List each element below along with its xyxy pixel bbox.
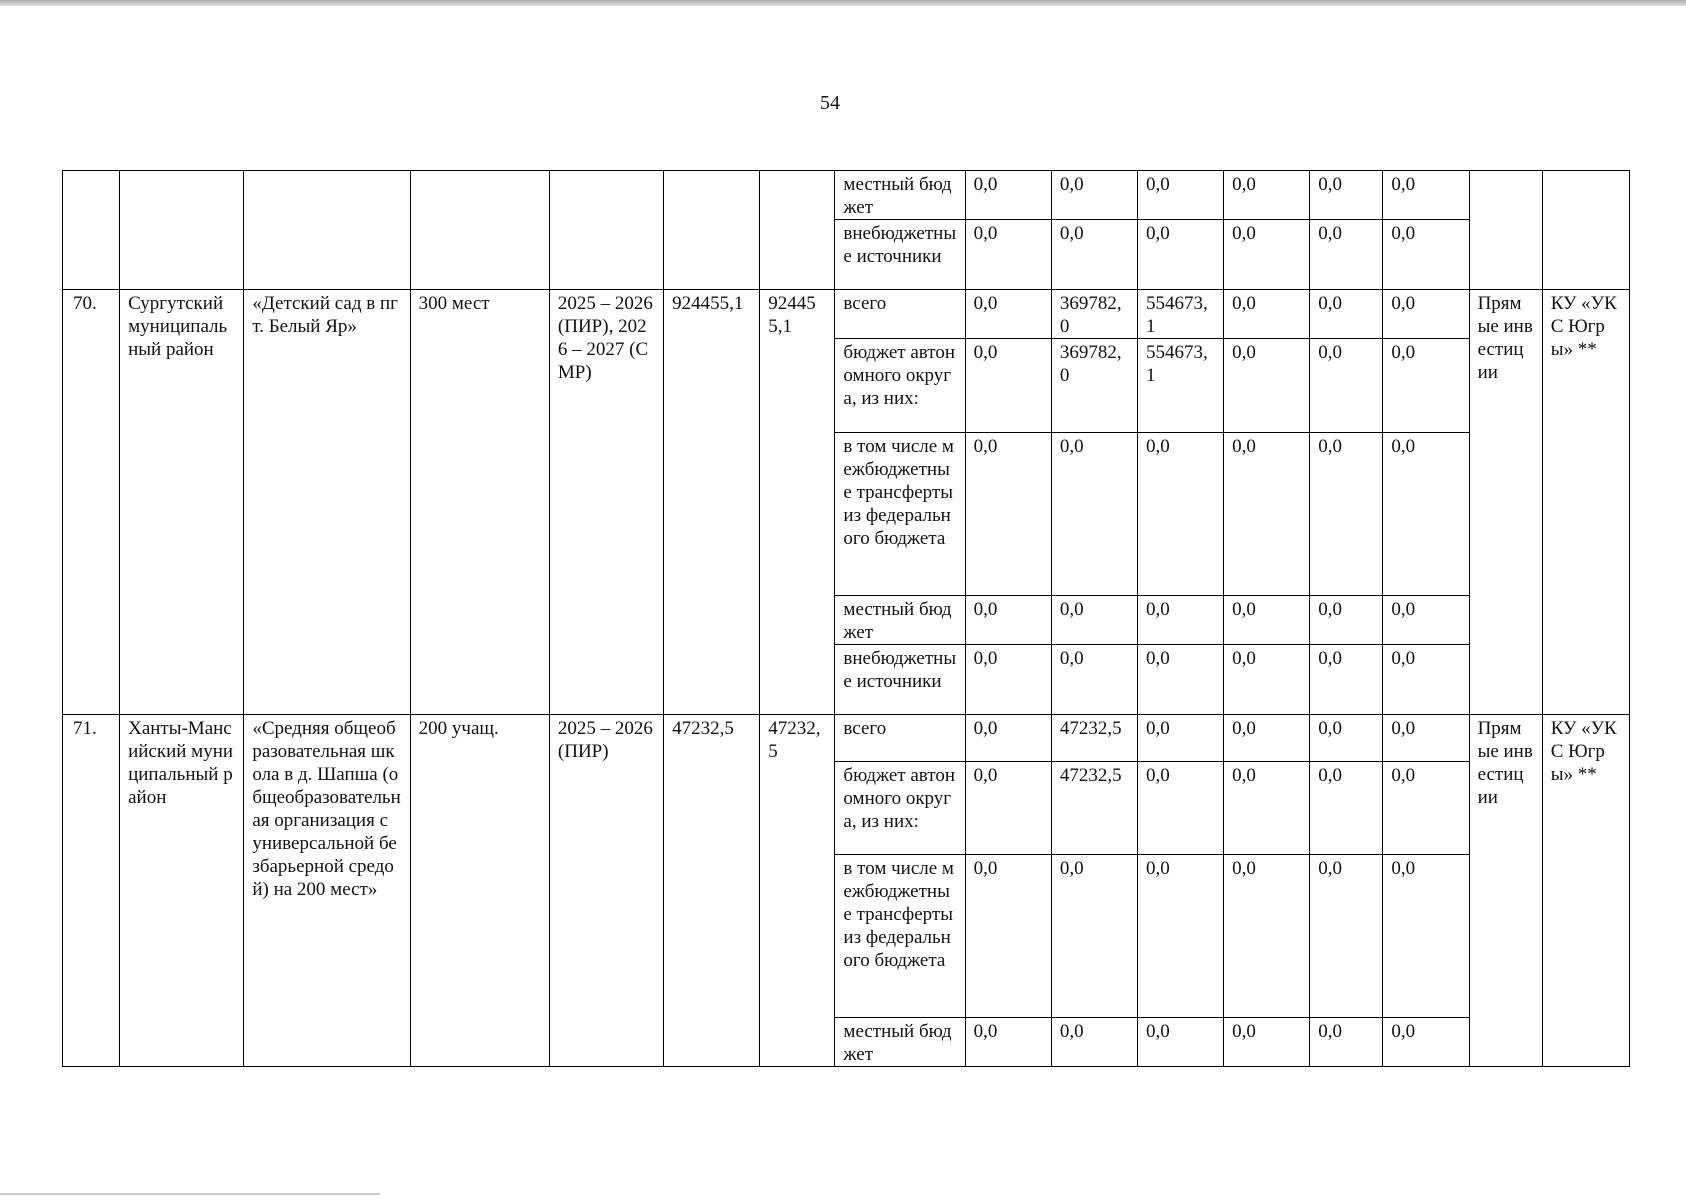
capacity-cell: 200 учащ.: [410, 715, 549, 1067]
mechanism-cell: Прямые инвестиции: [1469, 715, 1542, 1067]
value-cell: 0,0: [1051, 171, 1137, 220]
table-row: [63, 290, 1630, 339]
investment-objects-table: [62, 170, 1630, 1067]
mechanism-cell: Прямые инвестиции: [1469, 290, 1542, 715]
total-cost-cell: 924455,1: [664, 290, 760, 715]
value-cell: 0,0: [1051, 433, 1137, 596]
page-number: 54: [820, 92, 840, 114]
value-cell: 0,0: [965, 762, 1051, 855]
cell-empty: [760, 171, 835, 290]
total-cost-cell: 47232,5: [664, 715, 760, 1067]
scan-edge-bottom: [0, 1193, 380, 1195]
years-cell: 2025 – 2026 (ПИР): [549, 715, 663, 1067]
funding-source-cell: всего: [835, 290, 965, 339]
value-cell: 0,0: [1224, 855, 1310, 1018]
capacity-cell: 300 мест: [410, 290, 549, 715]
value-cell: 0,0: [1137, 220, 1223, 290]
value-cell: 0,0: [1137, 715, 1223, 762]
funding-source-cell: в том числе межбюджетные трансферты из федерального бюджета: [835, 433, 965, 596]
value-cell: 0,0: [1051, 645, 1137, 715]
value-cell: 0,0: [1383, 339, 1469, 433]
value-cell: 0,0: [1137, 433, 1223, 596]
row-number: 70.: [63, 290, 120, 715]
customer-cell: КУ «УКС Югры» **: [1542, 290, 1629, 715]
value-cell: 0,0: [1051, 596, 1137, 645]
value-cell: 0,0: [1383, 1018, 1469, 1067]
value-cell: 0,0: [1224, 433, 1310, 596]
value-cell: 0,0: [1224, 220, 1310, 290]
value-cell: 0,0: [965, 171, 1051, 220]
funding-source-cell: всего: [835, 715, 965, 762]
value-cell: 0,0: [1224, 762, 1310, 855]
remaining-cost-cell: 47232,5: [760, 715, 835, 1067]
cell-empty: [1542, 171, 1629, 290]
table-row: [63, 715, 1630, 762]
cell-empty: [410, 171, 549, 290]
value-cell: 47232,5: [1051, 715, 1137, 762]
value-cell: 0,0: [1310, 855, 1383, 1018]
value-cell: 0,0: [1137, 855, 1223, 1018]
district-cell: Ханты-Мансийский муниципальный район: [120, 715, 244, 1067]
value-cell: 0,0: [1051, 220, 1137, 290]
value-cell: 0,0: [965, 220, 1051, 290]
value-cell: 0,0: [1224, 1018, 1310, 1067]
value-cell: 0,0: [1224, 596, 1310, 645]
value-cell: 0,0: [1310, 715, 1383, 762]
value-cell: 0,0: [1310, 290, 1383, 339]
value-cell: 369782,0: [1051, 290, 1137, 339]
value-cell: 0,0: [1137, 762, 1223, 855]
value-cell: 0,0: [1383, 220, 1469, 290]
value-cell: 0,0: [1137, 171, 1223, 220]
value-cell: 0,0: [965, 290, 1051, 339]
funding-source-cell: местный бюджет: [835, 171, 965, 220]
value-cell: 0,0: [1383, 596, 1469, 645]
value-cell: 0,0: [965, 1018, 1051, 1067]
value-cell: 0,0: [965, 645, 1051, 715]
cell-empty: [120, 171, 244, 290]
value-cell: 0,0: [1310, 433, 1383, 596]
cell-empty: [1469, 171, 1542, 290]
funding-source-cell: в том числе межбюджетные трансферты из федерального бюджета: [835, 855, 965, 1018]
value-cell: 0,0: [1137, 645, 1223, 715]
value-cell: 0,0: [1383, 715, 1469, 762]
value-cell: 0,0: [1224, 715, 1310, 762]
value-cell: 0,0: [1137, 596, 1223, 645]
value-cell: 0,0: [1310, 762, 1383, 855]
value-cell: 0,0: [1383, 290, 1469, 339]
value-cell: 0,0: [1383, 855, 1469, 1018]
value-cell: 0,0: [965, 596, 1051, 645]
value-cell: 0,0: [965, 855, 1051, 1018]
row-number: 71.: [63, 715, 120, 1067]
value-cell: 47232,5: [1051, 762, 1137, 855]
value-cell: 0,0: [1224, 171, 1310, 220]
value-cell: 0,0: [965, 715, 1051, 762]
value-cell: 0,0: [1310, 220, 1383, 290]
cell-empty: [549, 171, 663, 290]
value-cell: 554673,1: [1137, 339, 1223, 433]
cell-empty: [244, 171, 410, 290]
district-cell: Сургутский муниципальный район: [120, 290, 244, 715]
value-cell: 0,0: [1224, 339, 1310, 433]
cell-empty: [664, 171, 760, 290]
value-cell: 0,0: [1383, 171, 1469, 220]
value-cell: 0,0: [1310, 339, 1383, 433]
value-cell: 0,0: [1383, 645, 1469, 715]
value-cell: 0,0: [1224, 645, 1310, 715]
value-cell: 0,0: [965, 433, 1051, 596]
value-cell: 0,0: [1383, 433, 1469, 596]
value-cell: 369782,0: [1051, 339, 1137, 433]
remaining-cost-cell: 924455,1: [760, 290, 835, 715]
value-cell: 554673,1: [1137, 290, 1223, 339]
scan-edge-top: [0, 0, 1686, 6]
value-cell: 0,0: [1310, 171, 1383, 220]
object-name-cell: «Детский сад в пгт. Белый Яр»: [244, 290, 410, 715]
years-cell: 2025 – 2026 (ПИР), 2026 – 2027 (СМР): [549, 290, 663, 715]
funding-source-cell: бюджет автономного округа, из них:: [835, 762, 965, 855]
value-cell: 0,0: [1310, 645, 1383, 715]
funding-source-cell: внебюджетные источники: [835, 645, 965, 715]
value-cell: 0,0: [1224, 290, 1310, 339]
value-cell: 0,0: [965, 339, 1051, 433]
funding-source-cell: внебюджетные источники: [835, 220, 965, 290]
funding-source-cell: местный бюджет: [835, 596, 965, 645]
value-cell: 0,0: [1383, 762, 1469, 855]
value-cell: 0,0: [1137, 1018, 1223, 1067]
funding-source-cell: местный бюджет: [835, 1018, 965, 1067]
cell-empty: [63, 171, 120, 290]
value-cell: 0,0: [1051, 1018, 1137, 1067]
object-name-cell: «Средняя общеобразовательная школа в д. Шапша (общеобразовательная организация с универсальной безбарьерной средой) на 200 мест»: [244, 715, 410, 1067]
table-row: [63, 171, 1630, 220]
funding-source-cell: бюджет автономного округа, из них:: [835, 339, 965, 433]
value-cell: 0,0: [1310, 1018, 1383, 1067]
value-cell: 0,0: [1310, 596, 1383, 645]
value-cell: 0,0: [1051, 855, 1137, 1018]
customer-cell: КУ «УКС Югры» **: [1542, 715, 1629, 1067]
